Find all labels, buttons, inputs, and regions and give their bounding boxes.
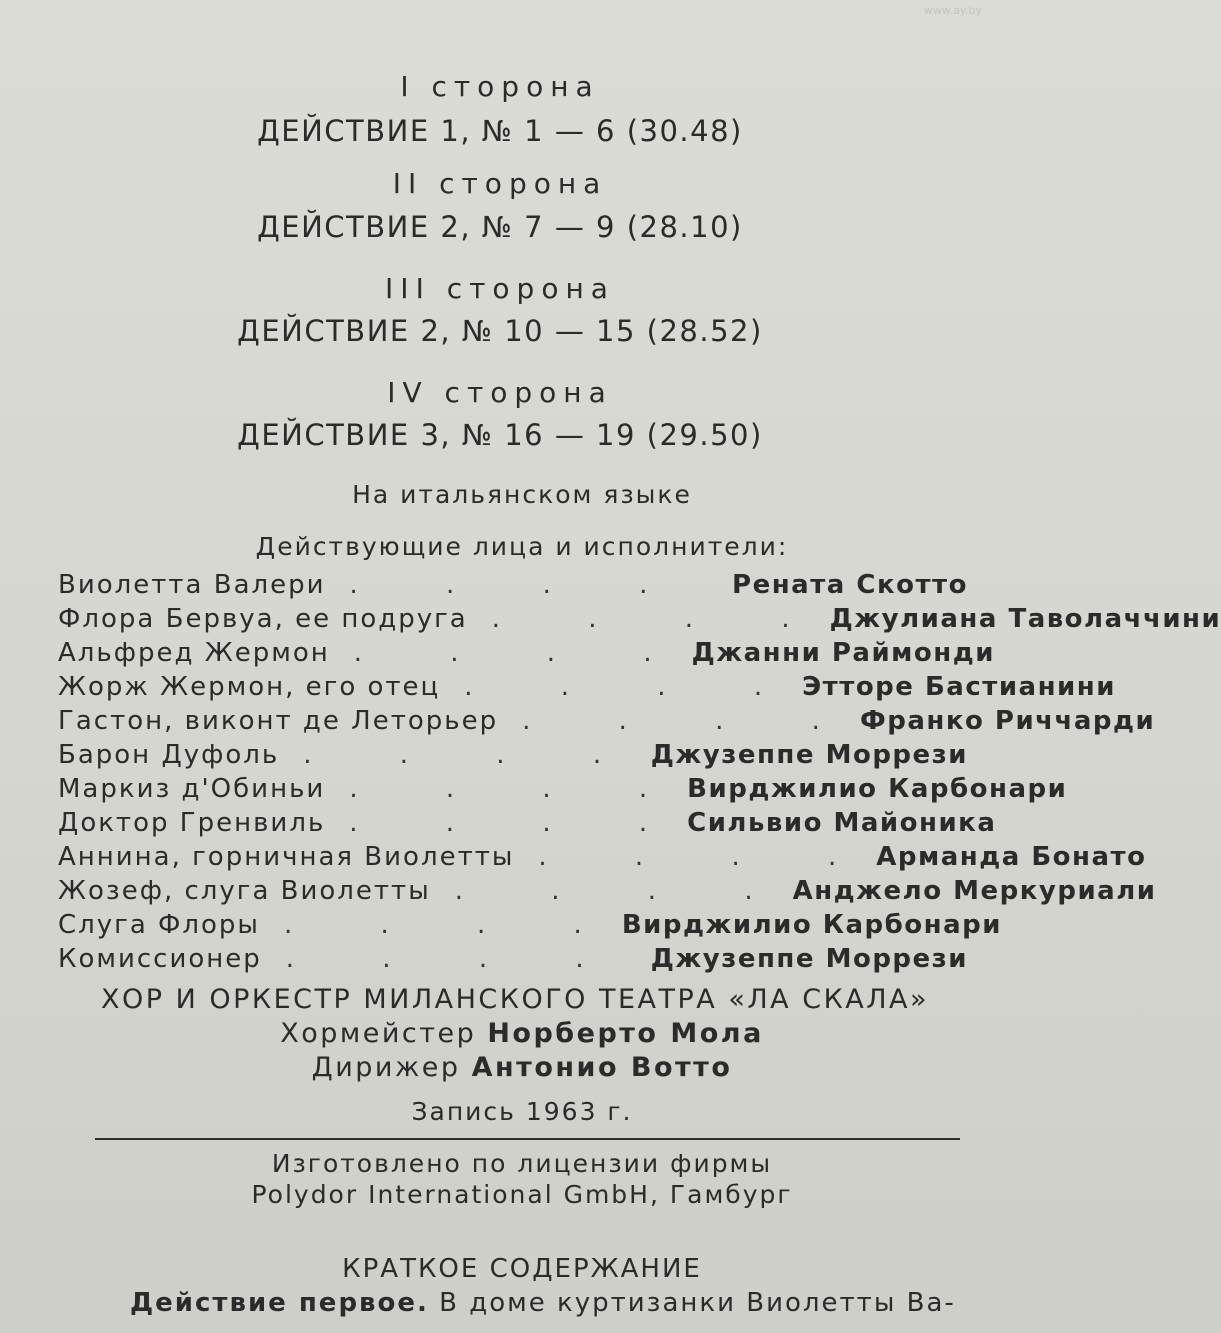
- dot-leader: . . . .: [454, 876, 793, 906]
- dot-leader: . . . .: [349, 808, 688, 838]
- cast-role: Комиссионер: [58, 944, 262, 974]
- cast-row: [58, 910, 1003, 944]
- cast-row: [58, 638, 995, 672]
- cast-performer: Арманда Бонато: [876, 842, 1147, 872]
- side-4-label: IV сторона: [387, 376, 613, 409]
- cast-role: Доктор Гренвиль: [58, 808, 326, 838]
- conductor-name: Антонио Вотто: [471, 1052, 733, 1083]
- cast-role: Альфред Жермон: [58, 638, 330, 668]
- cast-role: Жорж Жермон, его отец: [58, 672, 441, 702]
- side-4-acts: ДЕЙСТВИЕ 3, № 16 — 19 (29.50): [237, 418, 763, 452]
- license-line-2: Polydor International GmbH, Гамбург: [251, 1180, 793, 1209]
- cast-row: [58, 604, 1221, 638]
- watermark: www.ay.by: [923, 4, 982, 17]
- cast-list: [58, 570, 1221, 978]
- summary-first-line: [130, 1288, 956, 1318]
- cast-role: Гастон, виконт де Леторьер: [58, 706, 499, 736]
- dot-leader: . . . .: [538, 842, 877, 872]
- recording-year: Запись 1963 г.: [411, 1097, 633, 1126]
- dot-leader: . . . .: [464, 672, 803, 702]
- cast-performer: Джулиана Таволаччини: [829, 604, 1221, 634]
- license-line-1: Изготовлено по лицензии фирмы: [271, 1149, 773, 1178]
- cast-performer: Сильвио Майоника: [687, 808, 997, 838]
- summary-text: В доме куртизанки Виолетты Ва-: [428, 1288, 956, 1318]
- cast-row: [58, 570, 968, 604]
- cast-performer: Джанни Раймонди: [691, 638, 995, 668]
- cast-row: [58, 774, 1068, 808]
- ensemble-credit: ХОР И ОРКЕСТР МИЛАНСКОГО ТЕАТРА «ЛА СКАЛА»: [100, 984, 929, 1015]
- divider-rule: [95, 1138, 960, 1140]
- summary-title: КРАТКОЕ СОДЕРЖАНИЕ: [342, 1254, 702, 1284]
- conductor-label: Дирижер: [311, 1052, 461, 1083]
- side-2-acts: ДЕЙСТВИЕ 2, № 7 — 9 (28.10): [257, 210, 743, 244]
- cast-role: Флора Бервуа, ее подруга: [58, 604, 468, 634]
- dot-leader: . . . .: [303, 740, 642, 770]
- cast-role: Маркиз д'Обиньи: [58, 774, 326, 804]
- cast-row: [58, 740, 968, 774]
- cast-role: Жозеф, слуга Виолетты: [58, 876, 431, 906]
- cast-performer: Джузеппе Моррези: [650, 740, 968, 770]
- chorus-master-name: Норберто Мола: [487, 1018, 764, 1049]
- dot-leader: . . . .: [285, 944, 624, 974]
- cast-row: [58, 706, 1156, 740]
- cast-row: [58, 876, 1157, 910]
- side-3-acts: ДЕЙСТВИЕ 2, № 10 — 15 (28.52): [237, 314, 763, 348]
- cast-role: Аннина, горничная Виолетты: [58, 842, 515, 872]
- cast-performer: Рената Скотто: [732, 570, 968, 600]
- dot-leader: . . . .: [491, 604, 830, 634]
- cast-performer: Джузеппе Моррези: [650, 944, 968, 974]
- summary-act-label: Действие первое.: [130, 1288, 429, 1318]
- chorus-master-credit: [22, 1018, 1022, 1049]
- cast-performer: Вирджилио Карбонари: [621, 910, 1003, 940]
- cast-performer: Анджело Меркуриали: [792, 876, 1157, 906]
- dot-leader: . . . .: [349, 774, 688, 804]
- side-2-label: II сторона: [392, 167, 608, 200]
- language-note: На итальянском языке: [352, 480, 692, 509]
- dot-leader: . . . .: [283, 910, 622, 940]
- cast-row: [58, 808, 997, 842]
- cast-row: [58, 842, 1147, 876]
- side-1-label: I сторона: [400, 70, 600, 103]
- cast-role: Барон Дуфоль: [58, 740, 280, 770]
- chorus-master-label: Хормейстер: [280, 1018, 477, 1049]
- cast-performer: Франко Риччарди: [859, 706, 1156, 736]
- cast-performer: Вирджилио Карбонари: [687, 774, 1068, 804]
- side-1-acts: ДЕЙСТВИЕ 1, № 1 — 6 (30.48): [257, 114, 743, 148]
- cast-role: Виолетта Валери: [58, 570, 326, 600]
- cast-performer: Этторе Бастианини: [802, 672, 1116, 702]
- cast-row: [58, 944, 968, 978]
- cast-role: Слуга Флоры: [58, 910, 260, 940]
- cast-row: [58, 672, 1116, 706]
- side-3-label: III сторона: [385, 272, 615, 305]
- dot-leader: . . . .: [353, 638, 692, 668]
- dot-leader: . . . .: [522, 706, 860, 736]
- cast-heading: Действующие лица и исполнители:: [255, 532, 789, 561]
- conductor-credit: [22, 1052, 1022, 1083]
- dot-leader: . . . .: [349, 570, 688, 600]
